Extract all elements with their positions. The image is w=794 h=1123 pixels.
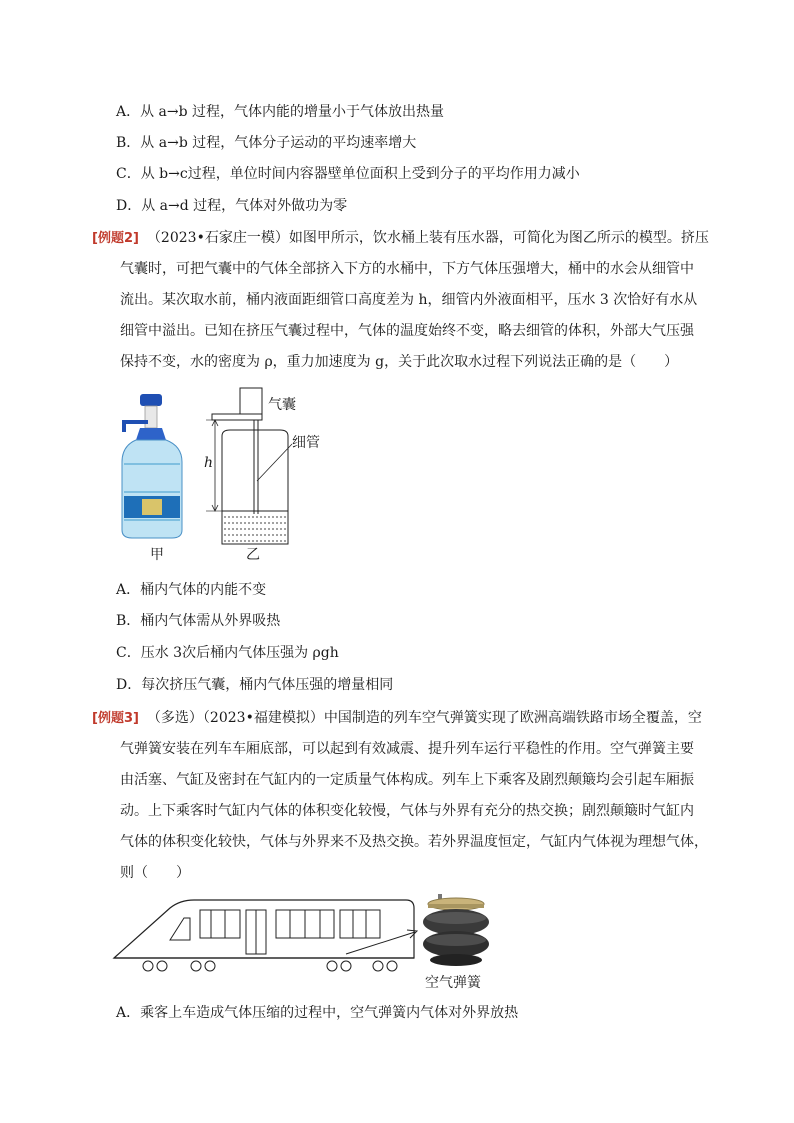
q1-option-c: C．从 b→c过程，单位时间内容器壁单位面积上受到分子的平均作用力减小 bbox=[116, 166, 580, 182]
air-spring-image bbox=[420, 892, 492, 972]
q1-option-a: A．从 a→b 过程，气体内能的增量小于气体放出热量 bbox=[116, 104, 445, 120]
fig-label-xiguan: 细管 bbox=[292, 435, 320, 451]
q3-line-5: 气体的体积变化较快，气体与外界来不及热交换。若外界温度恒定，气缸内气体视为理想气体， bbox=[120, 834, 708, 850]
q2-line-3: 流出。某次取水前，桶内液面距细管口高度差为 h，细管内外液面相平，压水 3 次恰好有水从 bbox=[120, 292, 698, 308]
train-illustration bbox=[110, 888, 420, 978]
q3-line-6: 则（ ） bbox=[120, 865, 190, 881]
fig-label-h: h bbox=[204, 455, 214, 471]
fig-label-yi: 乙 bbox=[246, 547, 260, 563]
q3-tag: [例题3] bbox=[92, 711, 139, 726]
q3-option-a: A．乘客上车造成气体压缩的过程中，空气弹簧内气体对外界放热 bbox=[116, 1005, 519, 1021]
water-bottle-image bbox=[110, 392, 200, 542]
q2-line-2: 气囊时，可把气囊中的气体全部挤入下方的水桶中，下方气体压强增大，桶中的水会从细管中 bbox=[120, 261, 694, 277]
q2-tag: [例题2] bbox=[92, 231, 139, 246]
q2-stem bbox=[92, 223, 712, 378]
q3-line-3: 由活塞、气缸及密封在气缸内的一定质量气体构成。列车上下乘客及剧烈颠簸均会引起车厢振 bbox=[120, 772, 694, 788]
q2-option-b: B．桶内气体需从外界吸热 bbox=[116, 613, 281, 629]
q3-line-2: 气弹簧安装在列车车厢底部，可以起到有效减震、提升列车运行平稳性的作用。空气弹簧主要 bbox=[120, 741, 694, 757]
q3-line-4: 动。上下乘客时气缸内气体的体积变化较慢，气体与外界有充分的热交换；剧烈颠簸时气缸内 bbox=[120, 803, 694, 819]
q2-line-1: （2023•石家庄一模）如图甲所示，饮水桶上装有压水器，可简化为图乙所示的模型。挤压 bbox=[146, 230, 709, 246]
q2-option-a: A．桶内气体的内能不变 bbox=[116, 582, 267, 598]
q2-line-4: 细管中溢出。已知在挤压气囊过程中，气体的温度始终不变，略去细管的体积，外部大气压强 bbox=[120, 323, 694, 339]
q2-line-5: 保持不变，水的密度为 ρ，重力加速度为 g，关于此次取水过程下列说法正确的是（ ） bbox=[120, 354, 679, 370]
q1-option-d: D．从 a→d 过程，气体对外做功为零 bbox=[116, 198, 348, 214]
q3-line-1: （多选）（2023•福建模拟）中国制造的列车空气弹簧实现了欧洲高端铁路市场全覆盖，空 bbox=[146, 710, 702, 726]
fig-label-jia: 甲 bbox=[150, 547, 164, 563]
fig-label-qinang: 气囊 bbox=[268, 397, 296, 413]
q1-option-b: B．从 a→b 过程，气体分子运动的平均速率增大 bbox=[116, 135, 417, 151]
q2-option-d: D．每次挤压气囊，桶内气体压强的增量相同 bbox=[116, 677, 394, 693]
fig-label-air-spring: 空气弹簧 bbox=[425, 975, 481, 991]
q3-stem bbox=[92, 703, 712, 889]
q2-option-c: C．压水 3次后桶内气体压强为 ρgh bbox=[116, 645, 339, 661]
